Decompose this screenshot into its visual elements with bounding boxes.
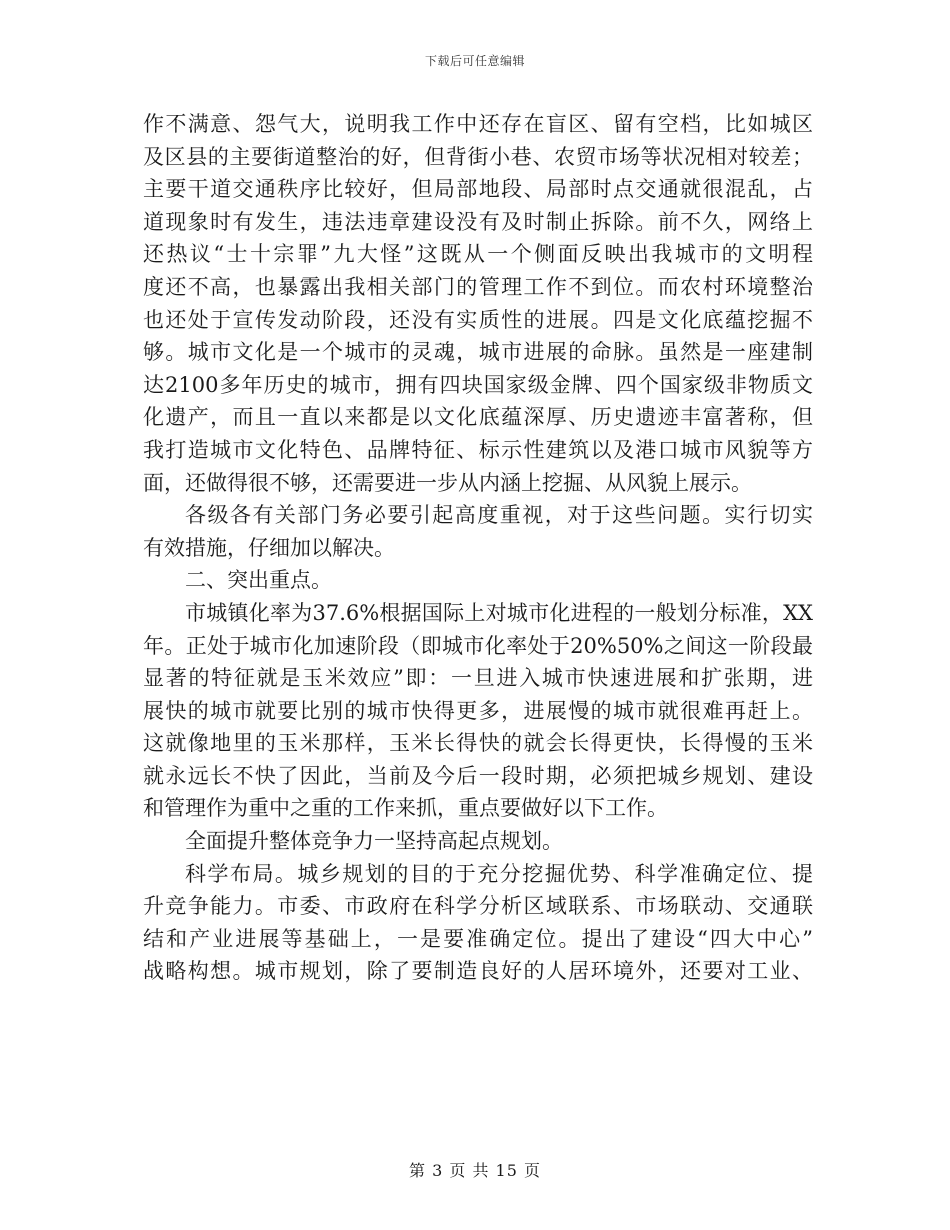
paragraph	[143, 825, 813, 858]
text-line: 就永远长不快了因此，当前及今后一段时期，必须把城乡规划、建设	[143, 763, 813, 788]
text-line: 我打造城市文化特色、品牌特征、标示性建筑以及港口城市风貌等方	[143, 437, 813, 462]
document-body	[143, 108, 813, 988]
paragraph	[143, 564, 813, 597]
text-line: 及区县的主要街道整治的好，但背街小巷、农贸市场等状况相对较差；	[143, 144, 813, 169]
text-line: 有效措施，仔细加以解决。	[143, 535, 395, 560]
text-line: 主要干道交通秩序比较好，但局部地段、局部时点交通就很混乱，占	[143, 177, 813, 202]
text-line: 结和产业进展等基础上，一是要准确定位。提出了建设“四大中心”	[143, 926, 813, 951]
text-line: 科学布局。城乡规划的目的于充分挖掘优势、科学准确定位、提	[185, 861, 813, 886]
text-line: 还热议“士十宗罪”九大怪”这既从一个侧面反映出我城市的文明程	[143, 242, 813, 267]
text-line: 年。正处于城市化加速阶段（即城市化率处于20%50%之间这一阶段最	[143, 633, 813, 658]
text-line: 各级各有关部门务必要引起高度重视，对于这些问题。实行切实	[185, 503, 813, 528]
text-line: 和管理作为重中之重的工作来抓，重点要做好以下工作。	[143, 796, 668, 821]
text-line: 道现象时有发生，违法违章建设没有及时制止拆除。前不久，网络上	[143, 209, 813, 234]
text-line: 全面提升整体竞争力一坚持高起点规划。	[185, 829, 563, 854]
text-line: 也还处于宣传发动阶段，还没有实质性的进展。四是文化底蕴挖掘不	[143, 307, 813, 332]
paragraph	[143, 597, 813, 825]
text-line: 二、突出重点。	[185, 568, 332, 593]
text-line: 达2100多年历史的城市，拥有四块国家级金牌、四个国家级非物质文	[143, 372, 813, 397]
page-header: 下载后可任意编辑	[424, 54, 525, 68]
text-line: 面，还做得很不够，还需要进一步从内涵上挖掘、从风貌上展示。	[143, 470, 752, 495]
text-line: 作不满意、怨气大，说明我工作中还存在盲区、留有空档，比如城区	[143, 112, 813, 136]
paragraph	[143, 108, 813, 499]
text-line: 展快的城市就要比别的城市快得更多，进展慢的城市就很难再赶上。	[143, 698, 813, 723]
text-line: 化遗产，而且一直以来都是以文化底蕴深厚、历史遗迹丰富著称，但	[143, 405, 813, 430]
text-line: 战略构想。城市规划，除了要制造良好的人居环境外，还要对工业、	[143, 959, 813, 984]
text-line: 市城镇化率为37.6%根据国际上对城市化进程的一般划分标准，XX	[185, 600, 813, 625]
page-footer: 第 3 页 共 15 页	[409, 1161, 541, 1180]
text-line: 够。城市文化是一个城市的灵魂，城市进展的命脉。虽然是一座建制	[143, 340, 813, 365]
text-line: 这就像地里的玉米那样，玉米长得快的就会长得更快，长得慢的玉米	[143, 731, 813, 756]
text-line: 显著的特征就是玉米效应”即：一旦进入城市快速进展和扩张期，进	[143, 666, 813, 691]
paragraph	[143, 499, 813, 564]
text-line: 升竞争能力。市委、市政府在科学分析区域联系、市场联动、交通联	[143, 894, 813, 919]
text-line: 度还不高，也暴露出我相关部门的管理工作不到位。而农村环境整治	[143, 274, 813, 299]
paragraph	[143, 858, 813, 988]
